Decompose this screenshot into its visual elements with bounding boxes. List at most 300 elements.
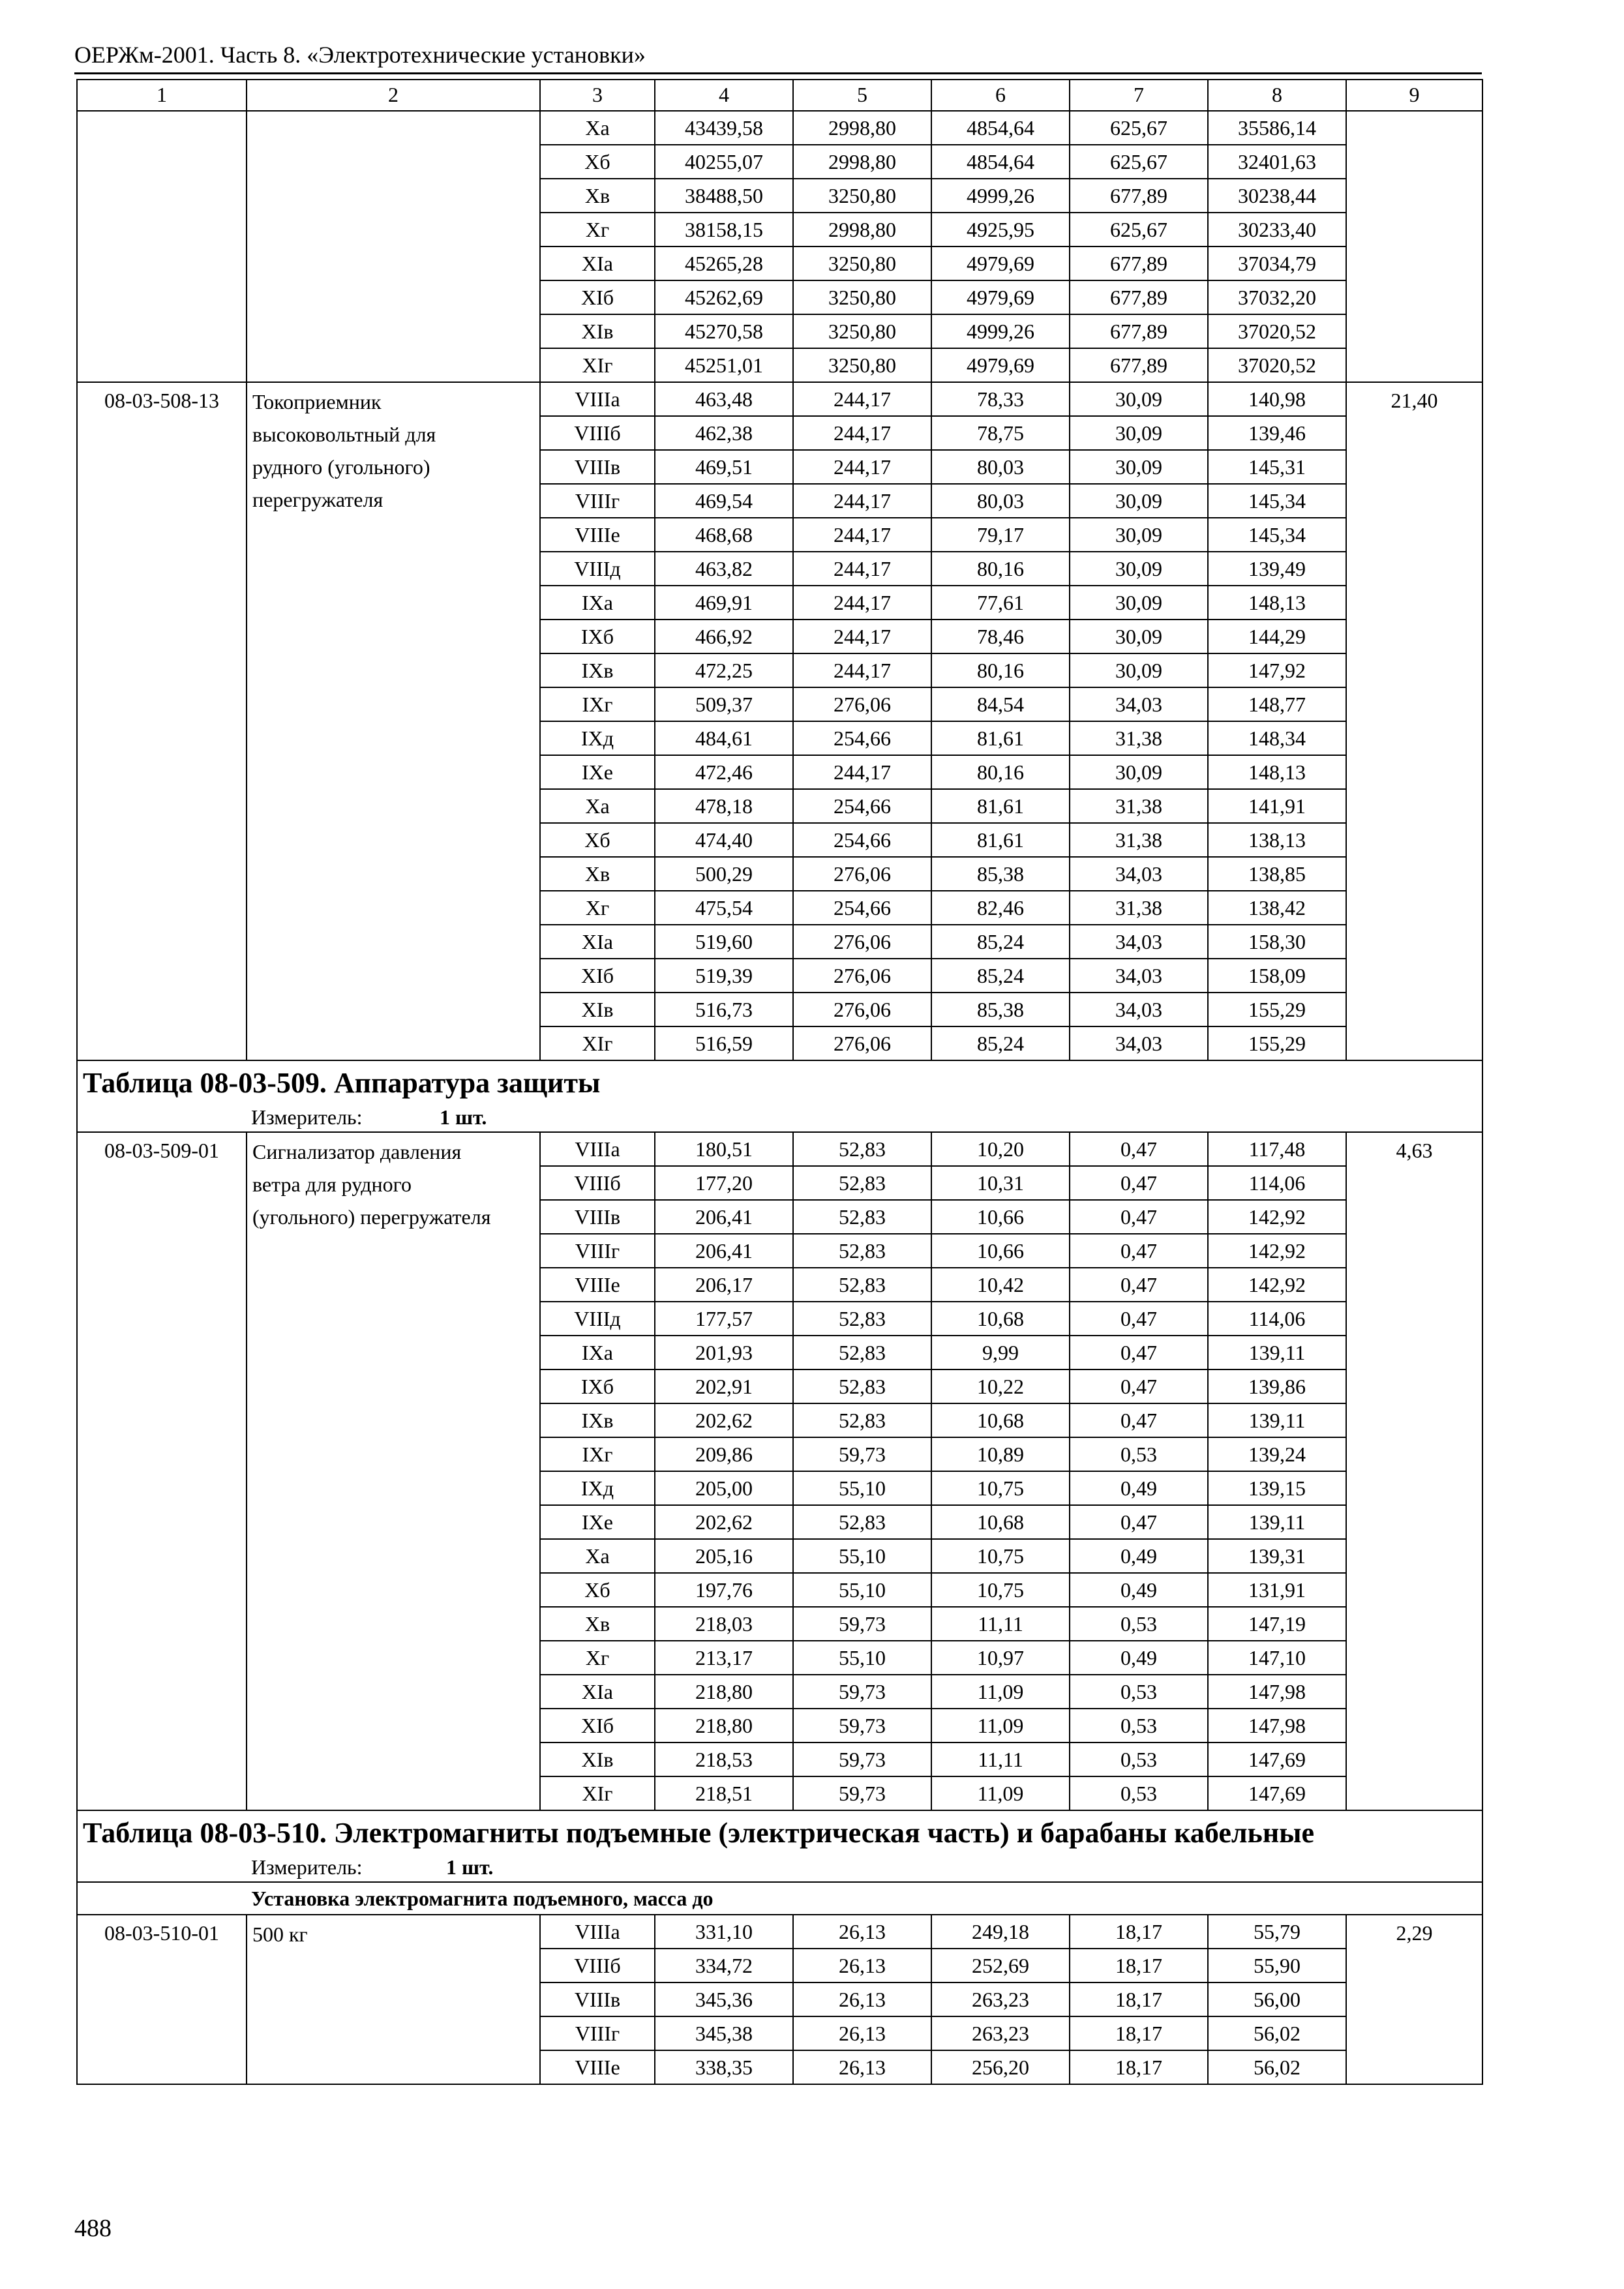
value-cell: 139,11 xyxy=(1208,1505,1346,1539)
value-cell: 2998,80 xyxy=(793,145,931,179)
value-cell: 31,38 xyxy=(1070,721,1208,755)
rate-name xyxy=(247,1132,540,1810)
value-cell: 10,22 xyxy=(931,1369,1070,1403)
value-cell: 4999,26 xyxy=(931,314,1070,348)
value-cell: 31,38 xyxy=(1070,823,1208,857)
table-title-row xyxy=(77,1810,1482,1882)
value-cell: 52,83 xyxy=(793,1369,931,1403)
value-cell: 30,09 xyxy=(1070,382,1208,416)
value-cell: 254,66 xyxy=(793,789,931,823)
table-section xyxy=(77,1810,1482,1882)
value-cell: 218,53 xyxy=(655,1743,793,1776)
column-number-row xyxy=(77,80,1482,111)
value-cell: 244,17 xyxy=(793,416,931,450)
value-cell: 138,85 xyxy=(1208,857,1346,891)
zone-cell: Xa xyxy=(540,111,655,145)
value-cell: 254,66 xyxy=(793,891,931,925)
name-line: 500 кг xyxy=(252,1922,308,1946)
value-cell: 244,17 xyxy=(793,518,931,552)
value-cell: 147,69 xyxy=(1208,1743,1346,1776)
value-cell: 59,73 xyxy=(793,1437,931,1471)
value-cell: 263,23 xyxy=(931,2016,1070,2050)
value-cell: 10,68 xyxy=(931,1302,1070,1336)
value-cell: 206,41 xyxy=(655,1200,793,1234)
name-line: Сигнализатор давления xyxy=(252,1140,462,1163)
value-cell: 209,86 xyxy=(655,1437,793,1471)
value-cell: 148,34 xyxy=(1208,721,1346,755)
value-cell: 0,53 xyxy=(1070,1607,1208,1641)
value-cell: 276,06 xyxy=(793,925,931,959)
name-line: рудного (угольного) xyxy=(252,455,430,479)
value-cell: 4979,69 xyxy=(931,280,1070,314)
value-cell: 205,16 xyxy=(655,1539,793,1573)
value-cell: 148,13 xyxy=(1208,755,1346,789)
value-cell: 40255,07 xyxy=(655,145,793,179)
zone-cell: VIIIв xyxy=(540,1200,655,1234)
zone-cell: IXг xyxy=(540,687,655,721)
value-cell: 677,89 xyxy=(1070,348,1208,382)
value-cell: 625,67 xyxy=(1070,111,1208,145)
value-cell: 519,60 xyxy=(655,925,793,959)
value-cell: 218,80 xyxy=(655,1675,793,1709)
value-cell: 0,47 xyxy=(1070,1505,1208,1539)
zone-cell: VIIIб xyxy=(540,1166,655,1200)
value-cell: 56,02 xyxy=(1208,2016,1346,2050)
value-cell: 85,38 xyxy=(931,993,1070,1026)
value-cell: 244,17 xyxy=(793,552,931,586)
value-cell: 85,24 xyxy=(931,959,1070,993)
value-cell: 10,68 xyxy=(931,1403,1070,1437)
value-cell: 218,03 xyxy=(655,1607,793,1641)
zone-cell: IXг xyxy=(540,1437,655,1471)
value-cell: 345,36 xyxy=(655,1982,793,2016)
table-title: Таблица 08-03-510. Электромагниты подъемные (электрическая часть) и барабаны кабельные xyxy=(83,1817,1315,1849)
value-cell: 11,09 xyxy=(931,1709,1070,1743)
zone-cell: Xa xyxy=(540,789,655,823)
zone-cell: Xг xyxy=(540,891,655,925)
value-cell: 249,18 xyxy=(931,1915,1070,1949)
unit-label: Измеритель: xyxy=(251,1105,363,1129)
column-number: 8 xyxy=(1208,80,1346,111)
header-rule xyxy=(74,72,1482,74)
value-cell: 3250,80 xyxy=(793,348,931,382)
zone-cell: IXб xyxy=(540,620,655,653)
col9-cell-empty xyxy=(1346,111,1482,382)
value-cell: 56,02 xyxy=(1208,2050,1346,2084)
value-cell: 139,11 xyxy=(1208,1403,1346,1437)
rate-code: 08-03-510-01 xyxy=(77,1915,247,2084)
value-cell: 338,35 xyxy=(655,2050,793,2084)
value-cell: 469,51 xyxy=(655,450,793,484)
value-cell: 244,17 xyxy=(793,382,931,416)
value-cell: 10,89 xyxy=(931,1437,1070,1471)
value-cell: 78,33 xyxy=(931,382,1070,416)
value-cell: 4854,64 xyxy=(931,145,1070,179)
zone-cell: IXе xyxy=(540,755,655,789)
value-cell: 145,34 xyxy=(1208,518,1346,552)
value-cell: 475,54 xyxy=(655,891,793,925)
value-cell: 139,24 xyxy=(1208,1437,1346,1471)
value-cell: 55,79 xyxy=(1208,1915,1346,1949)
zone-cell: Xв xyxy=(540,857,655,891)
value-cell: 52,83 xyxy=(793,1403,931,1437)
value-cell: 519,39 xyxy=(655,959,793,993)
column-number: 3 xyxy=(540,80,655,111)
value-cell: 138,13 xyxy=(1208,823,1346,857)
zone-cell: Xб xyxy=(540,823,655,857)
value-cell: 516,73 xyxy=(655,993,793,1026)
value-cell: 155,29 xyxy=(1208,993,1346,1026)
zone-cell: Xa xyxy=(540,1539,655,1573)
value-cell: 31,38 xyxy=(1070,789,1208,823)
value-cell: 0,49 xyxy=(1070,1641,1208,1675)
value-cell: 509,37 xyxy=(655,687,793,721)
value-cell: 145,31 xyxy=(1208,450,1346,484)
zone-cell: Xг xyxy=(540,213,655,247)
value-cell: 462,38 xyxy=(655,416,793,450)
value-cell: 147,98 xyxy=(1208,1675,1346,1709)
value-cell: 117,48 xyxy=(1208,1132,1346,1166)
value-cell: 9,99 xyxy=(931,1336,1070,1369)
value-cell: 244,17 xyxy=(793,450,931,484)
value-cell: 30,09 xyxy=(1070,653,1208,687)
value-cell: 345,38 xyxy=(655,2016,793,2050)
value-cell: 59,73 xyxy=(793,1743,931,1776)
value-cell: 3250,80 xyxy=(793,247,931,280)
table-row xyxy=(77,1915,1482,1949)
zone-cell: IXд xyxy=(540,721,655,755)
value-cell: 59,73 xyxy=(793,1675,931,1709)
table-row xyxy=(77,1132,1482,1166)
value-cell: 59,73 xyxy=(793,1776,931,1810)
value-cell: 469,54 xyxy=(655,484,793,518)
value-cell: 26,13 xyxy=(793,2050,931,2084)
zone-cell: Xб xyxy=(540,1573,655,1607)
value-cell: 0,53 xyxy=(1070,1437,1208,1471)
value-cell: 0,53 xyxy=(1070,1675,1208,1709)
value-cell: 244,17 xyxy=(793,484,931,518)
unit-row xyxy=(78,1101,1482,1131)
subheading-text: Установка электромагнита подъемного, масса до xyxy=(251,1887,714,1910)
value-cell: 0,49 xyxy=(1070,1573,1208,1607)
value-cell: 52,83 xyxy=(793,1505,931,1539)
value-cell: 254,66 xyxy=(793,721,931,755)
value-cell: 30238,44 xyxy=(1208,179,1346,213)
value-cell: 10,31 xyxy=(931,1166,1070,1200)
value-cell: 139,86 xyxy=(1208,1369,1346,1403)
value-cell: 85,24 xyxy=(931,925,1070,959)
name-line: ветра для рудного xyxy=(252,1173,412,1196)
value-cell: 11,11 xyxy=(931,1607,1070,1641)
value-cell: 55,10 xyxy=(793,1573,931,1607)
table-row xyxy=(77,382,1482,416)
zone-cell: VIIIб xyxy=(540,416,655,450)
value-cell: 148,13 xyxy=(1208,586,1346,620)
value-cell: 37020,52 xyxy=(1208,314,1346,348)
value-cell: 52,83 xyxy=(793,1200,931,1234)
value-cell: 34,03 xyxy=(1070,959,1208,993)
column-number: 1 xyxy=(77,80,247,111)
value-cell: 218,80 xyxy=(655,1709,793,1743)
page-header: ОЕРЖм-2001. Часть 8. «Электротехнические установки» xyxy=(74,42,646,68)
zone-cell: IXa xyxy=(540,1336,655,1369)
value-cell: 3250,80 xyxy=(793,280,931,314)
zone-cell: IXa xyxy=(540,586,655,620)
column-number: 4 xyxy=(655,80,793,111)
value-cell: 202,91 xyxy=(655,1369,793,1403)
value-cell: 463,82 xyxy=(655,552,793,586)
value-cell: 10,97 xyxy=(931,1641,1070,1675)
value-cell: 30,09 xyxy=(1070,620,1208,653)
zone-cell: VIIIa xyxy=(540,1915,655,1949)
value-cell: 18,17 xyxy=(1070,1915,1208,1949)
value-cell: 10,75 xyxy=(931,1573,1070,1607)
value-cell: 37034,79 xyxy=(1208,247,1346,280)
zone-cell: Xв xyxy=(540,1607,655,1641)
value-cell: 0,53 xyxy=(1070,1776,1208,1810)
value-cell: 147,92 xyxy=(1208,653,1346,687)
column-number: 9 xyxy=(1346,80,1482,111)
zone-cell: VIIIе xyxy=(540,2050,655,2084)
value-cell: 52,83 xyxy=(793,1268,931,1302)
unit-label: Измеритель: xyxy=(251,1855,363,1879)
value-cell: 30233,40 xyxy=(1208,213,1346,247)
value-cell: 254,66 xyxy=(793,823,931,857)
value-cell: 4999,26 xyxy=(931,179,1070,213)
value-cell: 55,10 xyxy=(793,1539,931,1573)
col9-value: 2,29 xyxy=(1346,1915,1482,2084)
value-cell: 484,61 xyxy=(655,721,793,755)
value-cell: 202,62 xyxy=(655,1403,793,1437)
value-cell: 206,17 xyxy=(655,1268,793,1302)
value-cell: 144,29 xyxy=(1208,620,1346,653)
value-cell: 138,42 xyxy=(1208,891,1346,925)
value-cell: 2998,80 xyxy=(793,111,931,145)
zone-cell: VIIIa xyxy=(540,1132,655,1166)
name-cell-empty xyxy=(247,111,540,382)
zone-cell: Xб xyxy=(540,145,655,179)
zone-cell: VIIIг xyxy=(540,484,655,518)
value-cell: 147,10 xyxy=(1208,1641,1346,1675)
value-cell: 114,06 xyxy=(1208,1302,1346,1336)
zone-cell: XIг xyxy=(540,348,655,382)
value-cell: 34,03 xyxy=(1070,687,1208,721)
rate-name xyxy=(247,1915,540,2084)
column-number: 6 xyxy=(931,80,1070,111)
value-cell: 18,17 xyxy=(1070,2050,1208,2084)
value-cell: 177,57 xyxy=(655,1302,793,1336)
value-cell: 158,30 xyxy=(1208,925,1346,959)
value-cell: 276,06 xyxy=(793,959,931,993)
column-number: 5 xyxy=(793,80,931,111)
value-cell: 205,00 xyxy=(655,1471,793,1505)
value-cell: 276,06 xyxy=(793,687,931,721)
value-cell: 2998,80 xyxy=(793,213,931,247)
name-line: (угольного) перегружателя xyxy=(252,1205,491,1229)
value-cell: 148,77 xyxy=(1208,687,1346,721)
value-cell: 18,17 xyxy=(1070,2016,1208,2050)
value-cell: 18,17 xyxy=(1070,1982,1208,2016)
value-cell: 18,17 xyxy=(1070,1949,1208,1982)
zone-cell: VIIIa xyxy=(540,382,655,416)
zone-cell: VIIIв xyxy=(540,1982,655,2016)
value-cell: 59,73 xyxy=(793,1709,931,1743)
value-cell: 45265,28 xyxy=(655,247,793,280)
value-cell: 34,03 xyxy=(1070,993,1208,1026)
value-cell: 26,13 xyxy=(793,1915,931,1949)
zone-cell: VIIIв xyxy=(540,450,655,484)
value-cell: 78,75 xyxy=(931,416,1070,450)
value-cell: 197,76 xyxy=(655,1573,793,1607)
value-cell: 34,03 xyxy=(1070,857,1208,891)
zone-cell: XIв xyxy=(540,993,655,1026)
value-cell: 52,83 xyxy=(793,1132,931,1166)
value-cell: 55,10 xyxy=(793,1641,931,1675)
value-cell: 244,17 xyxy=(793,586,931,620)
value-cell: 10,75 xyxy=(931,1539,1070,1573)
zone-cell: IXв xyxy=(540,1403,655,1437)
value-cell: 155,29 xyxy=(1208,1026,1346,1060)
zone-cell: VIIIе xyxy=(540,1268,655,1302)
zone-cell: VIIIг xyxy=(540,2016,655,2050)
value-cell: 82,46 xyxy=(931,891,1070,925)
value-cell: 244,17 xyxy=(793,755,931,789)
value-cell: 81,61 xyxy=(931,721,1070,755)
value-cell: 244,17 xyxy=(793,653,931,687)
zone-cell: XIa xyxy=(540,925,655,959)
value-cell: 55,10 xyxy=(793,1471,931,1505)
value-cell: 625,67 xyxy=(1070,145,1208,179)
value-cell: 85,24 xyxy=(931,1026,1070,1060)
table-title: Таблица 08-03-509. Аппаратура защиты xyxy=(83,1067,601,1099)
zone-cell: IXв xyxy=(540,653,655,687)
value-cell: 30,09 xyxy=(1070,416,1208,450)
zone-cell: IXб xyxy=(540,1369,655,1403)
value-cell: 468,68 xyxy=(655,518,793,552)
rate-name xyxy=(247,382,540,1060)
value-cell: 0,47 xyxy=(1070,1234,1208,1268)
value-cell: 0,47 xyxy=(1070,1369,1208,1403)
value-cell: 334,72 xyxy=(655,1949,793,1982)
value-cell: 140,98 xyxy=(1208,382,1346,416)
value-cell: 32401,63 xyxy=(1208,145,1346,179)
zone-cell: VIIIд xyxy=(540,552,655,586)
value-cell: 213,17 xyxy=(655,1641,793,1675)
zone-cell: IXе xyxy=(540,1505,655,1539)
value-cell: 4925,95 xyxy=(931,213,1070,247)
unit-value: 1 шт. xyxy=(446,1855,494,1879)
value-cell: 26,13 xyxy=(793,1982,931,2016)
value-cell: 26,13 xyxy=(793,1949,931,1982)
value-cell: 252,69 xyxy=(931,1949,1070,1982)
value-cell: 52,83 xyxy=(793,1336,931,1369)
zone-cell: XIб xyxy=(540,280,655,314)
subheading-row xyxy=(77,1882,1482,1915)
column-number: 2 xyxy=(247,80,540,111)
value-cell: 131,91 xyxy=(1208,1573,1346,1607)
value-cell: 0,47 xyxy=(1070,1302,1208,1336)
value-cell: 218,51 xyxy=(655,1776,793,1810)
value-cell: 80,03 xyxy=(931,484,1070,518)
value-cell: 52,83 xyxy=(793,1302,931,1336)
value-cell: 85,38 xyxy=(931,857,1070,891)
value-cell: 84,54 xyxy=(931,687,1070,721)
value-cell: 52,83 xyxy=(793,1234,931,1268)
table-row xyxy=(77,111,1482,145)
zone-cell: VIIIд xyxy=(540,1302,655,1336)
name-line: Токоприемник xyxy=(252,390,382,413)
col9-value: 21,40 xyxy=(1346,382,1482,1060)
value-cell: 158,09 xyxy=(1208,959,1346,993)
value-cell: 206,41 xyxy=(655,1234,793,1268)
value-cell: 11,09 xyxy=(931,1776,1070,1810)
value-cell: 10,42 xyxy=(931,1268,1070,1302)
value-cell: 10,75 xyxy=(931,1471,1070,1505)
zone-cell: Xг xyxy=(540,1641,655,1675)
value-cell: 37020,52 xyxy=(1208,348,1346,382)
value-cell: 80,16 xyxy=(931,653,1070,687)
value-cell: 147,19 xyxy=(1208,1607,1346,1641)
value-cell: 3250,80 xyxy=(793,314,931,348)
value-cell: 31,38 xyxy=(1070,891,1208,925)
value-cell: 0,49 xyxy=(1070,1471,1208,1505)
table-section xyxy=(77,1060,1482,1132)
name-line: высоковольтный для xyxy=(252,423,436,446)
value-cell: 30,09 xyxy=(1070,518,1208,552)
name-line: перегружателя xyxy=(252,488,383,511)
value-cell: 139,31 xyxy=(1208,1539,1346,1573)
value-cell: 10,68 xyxy=(931,1505,1070,1539)
value-cell: 142,92 xyxy=(1208,1268,1346,1302)
value-cell: 26,13 xyxy=(793,2016,931,2050)
value-cell: 11,09 xyxy=(931,1675,1070,1709)
value-cell: 516,59 xyxy=(655,1026,793,1060)
value-cell: 139,49 xyxy=(1208,552,1346,586)
value-cell: 10,20 xyxy=(931,1132,1070,1166)
value-cell: 52,83 xyxy=(793,1166,931,1200)
value-cell: 147,98 xyxy=(1208,1709,1346,1743)
subheading xyxy=(77,1882,1482,1915)
value-cell: 30,09 xyxy=(1070,484,1208,518)
value-cell: 466,92 xyxy=(655,620,793,653)
value-cell: 331,10 xyxy=(655,1915,793,1949)
value-cell: 677,89 xyxy=(1070,280,1208,314)
value-cell: 625,67 xyxy=(1070,213,1208,247)
zone-cell: XIв xyxy=(540,314,655,348)
zone-cell: XIa xyxy=(540,1675,655,1709)
value-cell: 478,18 xyxy=(655,789,793,823)
value-cell: 142,92 xyxy=(1208,1234,1346,1268)
value-cell: 141,91 xyxy=(1208,789,1346,823)
value-cell: 79,17 xyxy=(931,518,1070,552)
value-cell: 139,46 xyxy=(1208,416,1346,450)
value-cell: 59,73 xyxy=(793,1607,931,1641)
value-cell: 677,89 xyxy=(1070,179,1208,213)
value-cell: 0,47 xyxy=(1070,1268,1208,1302)
unit-value: 1 шт. xyxy=(440,1105,487,1129)
zone-cell: Xв xyxy=(540,179,655,213)
value-cell: 0,47 xyxy=(1070,1132,1208,1166)
value-cell: 276,06 xyxy=(793,857,931,891)
value-cell: 45251,01 xyxy=(655,348,793,382)
value-cell: 56,00 xyxy=(1208,1982,1346,2016)
value-cell: 276,06 xyxy=(793,993,931,1026)
value-cell: 45270,58 xyxy=(655,314,793,348)
page-number: 488 xyxy=(74,2215,112,2242)
value-cell: 263,23 xyxy=(931,1982,1070,2016)
value-cell: 30,09 xyxy=(1070,450,1208,484)
zone-cell: XIб xyxy=(540,1709,655,1743)
